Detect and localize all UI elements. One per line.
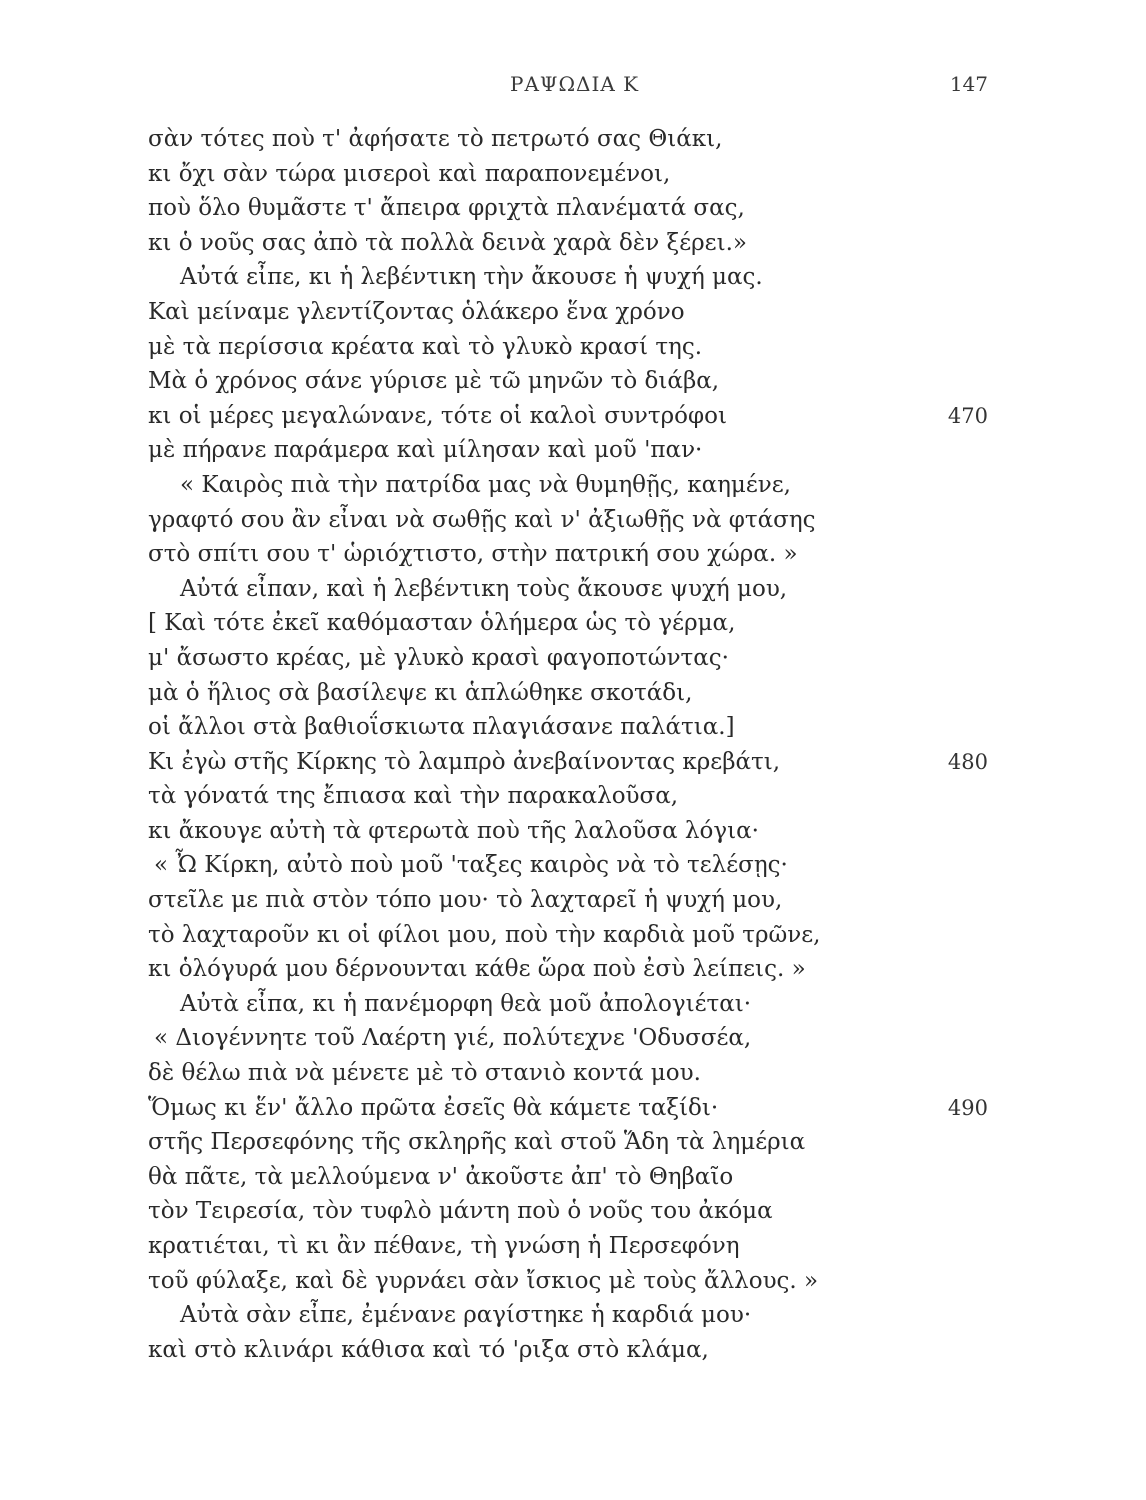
verse-text: μὰ ὁ ἥλιος σὰ βασίλεψε κι ἁπλώθηκε σκοτάδι, [148, 679, 693, 706]
running-head [0, 64, 1146, 98]
verse-line [148, 1091, 1008, 1126]
verse-line [148, 918, 1008, 953]
verse-text: οἱ ἄλλοι στὰ βαθιοΐσκιωτα πλαγιάσανε παλάτια.] [148, 714, 735, 741]
verse-line [148, 1264, 1008, 1299]
verse-text: τὰ γόνατά της ἔπιασα καὶ τὴν παρακαλοῦσα, [148, 783, 679, 810]
line-number: 490 [947, 1095, 988, 1120]
verse-text: Αὐτά εἶπε, κι ἡ λεβέντικη τὴν ἄκουσε ἡ ψυχή μας. [180, 264, 763, 291]
verse-line [148, 848, 1008, 883]
verse-text: κι ὁ νοῦς σας ἀπὸ τὰ πολλὰ δεινὰ χαρὰ δὲν ξέρει.» [148, 229, 747, 256]
verse-line [148, 295, 1008, 330]
page-number: 147 [949, 72, 988, 96]
verse-line [148, 779, 1008, 814]
verse-text: κι ὁλόγυρά μου δέρνουνται κάθε ὥρα ποὺ ἐσὺ λείπεις. » [148, 956, 806, 983]
verse-line [148, 1194, 1008, 1229]
verse-line [148, 1298, 1008, 1333]
verse-text: στῆς Περσεφόνης τῆς σκληρῆς καὶ στοῦ Ἅδη τὰ λημέρια [148, 1129, 806, 1156]
verse-line [148, 364, 1008, 399]
verse-line [148, 399, 1008, 434]
verse-text: Αὐτὰ εἶπα, κι ἡ πανέμορφη θεὰ μοῦ ἀπολογιέται· [180, 990, 752, 1017]
verse-text: « Ὦ Κίρκη, αὐτὸ ποὺ μοῦ 'ταξες καιρὸς νὰ τὸ τελέσῃς· [154, 852, 788, 879]
verse-text: τὸν Τειρεσία, τὸν τυφλὸ μάντη ποὺ ὁ νοῦς του ἀκόμα [148, 1198, 773, 1225]
verse-text: μὲ πήρανε παράμερα καὶ μίλησαν καὶ μοῦ 'παν· [148, 437, 703, 464]
line-number: 470 [947, 403, 988, 428]
verse-line [148, 745, 1008, 780]
verse-line [148, 260, 1008, 295]
verse-line [148, 814, 1008, 849]
verse-line [148, 330, 1008, 365]
verse-text: Αὐτὰ σὰν εἶπε, ἐμένανε ραγίστηκε ἡ καρδιά μου· [180, 1302, 752, 1329]
verse-line [148, 226, 1008, 261]
verse-text: δὲ θέλω πιὰ νὰ μένετε μὲ τὸ στανιὸ κοντά μου. [148, 1060, 701, 1087]
verse-text: κι οἱ μέρες μεγαλώνανε, τότε οἱ καλοὶ συντρόφοι [148, 402, 727, 429]
verse-line [148, 503, 1008, 538]
verse-line [148, 1056, 1008, 1091]
verse-line [148, 1021, 1008, 1056]
verse-line [148, 676, 1008, 711]
verse-text: στεῖλε με πιὰ στὸν τόπο μου· τὸ λαχταρεῖ ἡ ψυχή μου, [148, 887, 783, 914]
verse-line [148, 1229, 1008, 1264]
verse-line [148, 710, 1008, 745]
verse-block [148, 122, 1008, 1367]
line-number: 480 [947, 749, 988, 774]
verse-line [148, 883, 1008, 918]
verse-text: ποὺ ὅλο θυμᾶστε τ' ἄπειρα φριχτὰ πλανέματά σας, [148, 195, 745, 222]
verse-text: σὰν τότες ποὺ τ' ἀφήσατε τὸ πετρωτό σας Θιάκι, [148, 126, 723, 152]
verse-text: μὲ τὰ περίσσια κρέατα καὶ τὸ γλυκὸ κρασί της. [148, 333, 703, 360]
verse-line [148, 606, 1008, 641]
verse-text: κι ἄκουγε αὐτὴ τὰ φτερωτὰ ποὺ τῆς λαλοῦσα λόγια· [148, 817, 759, 844]
verse-text: Κι ἐγὼ στῆς Κίρκης τὸ λαμπρὸ ἀνεβαίνοντας κρεβάτι, [148, 748, 781, 775]
verse-line [148, 641, 1008, 676]
verse-text: « Διογέννητε τοῦ Λαέρτη γιέ, πολύτεχνε 'Οδυσσέα, [154, 1025, 752, 1052]
verse-text: τοῦ φύλαξε, καὶ δὲ γυρνάει σὰν ἴσκιος μὲ τοὺς ἄλλους. » [148, 1267, 819, 1294]
verse-text: τὸ λαχταροῦν κι οἱ φίλοι μου, ποὺ τὴν καρδιὰ μοῦ τρῶνε, [148, 921, 821, 948]
verse-text: Ὅμως κι ἕν' ἄλλο πρῶτα ἐσεῖς θὰ κάμετε ταξίδι· [148, 1094, 719, 1121]
verse-line [148, 122, 1008, 157]
verse-line [148, 468, 1008, 503]
verse-line [148, 537, 1008, 572]
verse-line [148, 1160, 1008, 1195]
verse-text: μ' ἄσωστο κρέας, μὲ γλυκὸ κρασὶ φαγοποτώντας· [148, 644, 729, 671]
verse-line [148, 1125, 1008, 1160]
verse-line [148, 952, 1008, 987]
verse-line [148, 433, 1008, 468]
verse-line [148, 572, 1008, 607]
verse-line [148, 987, 1008, 1022]
chapter-title: ΡΑΨΩΔΙΑ Κ [510, 72, 640, 96]
verse-line [148, 1333, 1008, 1368]
verse-line [148, 157, 1008, 192]
verse-text: καὶ στὸ κλινάρι κάθισα καὶ τό 'ριξα στὸ κλάμα, [148, 1336, 709, 1363]
verse-text: κρατιέται, τὶ κι ἂν πέθανε, τὴ γνώση ἡ Περσεφόνη [148, 1233, 740, 1259]
verse-text: κι ὄχι σὰν τώρα μισεροὶ καὶ παραπονεμένοι, [148, 160, 671, 187]
verse-text: θὰ πᾶτε, τὰ μελλούμενα ν' ἀκοῦστε ἀπ' τὸ Θηβαῖο [148, 1163, 734, 1190]
verse-text: « Καιρὸς πιὰ τὴν πατρίδα μας νὰ θυμηθῇς, καημένε, [180, 471, 791, 498]
verse-text: γραφτό σου ἂν εἶναι νὰ σωθῇς καὶ ν' ἀξιωθῇς νὰ φτάσης [148, 506, 816, 533]
verse-text: στὸ σπίτι σου τ' ὡριόχτιστο, στὴν πατρική σου χώρα. » [148, 541, 798, 568]
verse-line [148, 191, 1008, 226]
verse-text: Καὶ μείναμε γλεντίζοντας ὁλάκερο ἕνα χρόνο [148, 298, 685, 325]
verse-text: Αὐτά εἶπαν, καὶ ἡ λεβέντικη τοὺς ἄκουσε ψυχή μου, [180, 575, 788, 602]
verse-text: Μὰ ὁ χρόνος σάνε γύρισε μὲ τῶ μηνῶν τὸ διάβα, [148, 368, 720, 395]
verse-text: [ Καὶ τότε ἐκεῖ καθόμασταν ὁλήμερα ὡς τὸ γέρμα, [148, 610, 736, 637]
